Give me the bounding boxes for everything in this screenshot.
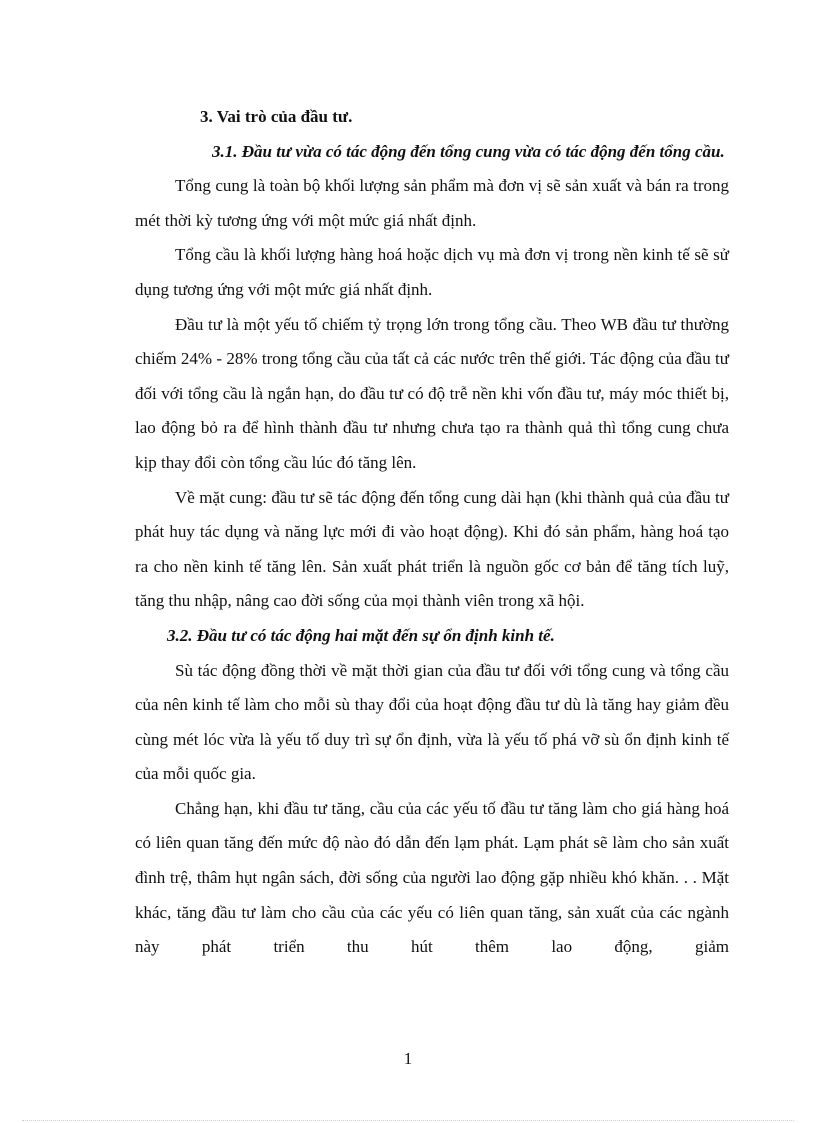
- subsection-heading-1: 3.1. Đầu tư vừa có tác động đến tổng cung vừa có tác động đến tổng cầu.: [212, 141, 725, 161]
- subsection-heading-2: 3.2. Đầu tư có tác động hai mặt đến sự ổn định kinh tế.: [167, 625, 555, 645]
- document-body: [135, 100, 729, 965]
- paragraph: Sù tác động đồng thời về mặt thời gian của đầu tư đối với tổng cung và tổng cầu của nên kinh tế làm cho mỗi sù thay đổi của hoạt động đầu tư dù là tăng hay giảm đều cùng mét lóc vừa là yếu tố duy trì sự ổn định, vừa là yếu tố phá vỡ sù ổn định kinh tế của mỗi quốc gia.: [135, 660, 729, 784]
- paragraph: Đầu tư là một yếu tố chiếm tỷ trọng lớn trong tổng cầu. Theo WB đầu tư thường chiếm 24% - 28% trong tổng cầu của tất cả các nước trên thế giới. Tác động của đầu tư đối với tổng cầu là ngắn hạn, do đầu tư có độ trễ nền khi vốn đầu tư, máy móc thiết bị, lao động bỏ ra để hình thành đầu tư nhưng chưa tạo ra thành quả thì tổng cung chưa kịp thay đổi còn tổng cầu lúc đó tăng lên.: [135, 314, 729, 472]
- paragraph: Về mặt cung: đầu tư sẽ tác động đến tổng cung dài hạn (khi thành quả của đầu tư phát huy tác dụng và năng lực mới đi vào hoạt động). Khi đó sản phẩm, hàng hoá tạo ra cho nền kinh tế tăng lên. Sản xuất phát triển là nguồn gốc cơ bản để tăng tích luỹ, tăng thu nhập, nâng cao đời sống của mọi thành viên trong xã hội.: [135, 487, 729, 611]
- section-heading: 3. Vai trò của đầu tư.: [200, 107, 353, 126]
- paragraph: Tổng cầu là khối lượng hàng hoá hoặc dịch vụ mà đơn vị trong nền kinh tế sẽ sử dụng tương ứng với một mức giá nhất định.: [135, 245, 729, 299]
- page-number: 1: [403, 1049, 413, 1068]
- paragraph: Tổng cung là toàn bộ khối lượng sản phẩm mà đơn vị sẽ sản xuất và bán ra trong mét thời kỳ tương ứng với một mức giá nhất định.: [135, 176, 729, 230]
- page-bottom-divider: [22, 1120, 794, 1121]
- paragraph: Chẳng hạn, khi đầu tư tăng, cầu của các yếu tố đầu tư tăng làm cho giá hàng hoá có liên quan tăng đến mức độ nào đó dẫn đến lạm phát. Lạm phát sẽ làm cho sản xuất đình trệ, thâm hụt ngân sách, đời sống của người lao động gặp nhiều khó khăn. . . Mặt khác, tăng đầu tư làm cho cầu của các yếu có liên quan tăng, sản xuất của các ngành này phát triển thu hút thêm lao động, giảm: [135, 798, 729, 957]
